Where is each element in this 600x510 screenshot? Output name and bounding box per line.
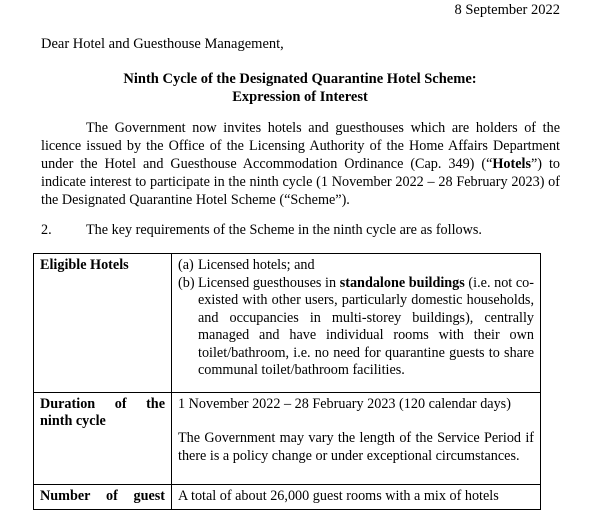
- item-a-text: Licensed hotels; and: [198, 257, 315, 273]
- duration-label-line-2: ninth cycle: [40, 413, 106, 429]
- table-row: [34, 254, 541, 393]
- item-b-marker: (b): [178, 274, 195, 291]
- table-row: [34, 485, 541, 510]
- subject-heading: [0, 70, 600, 106]
- item-b-text-b: (i.e. not co-existed with other users, particularly domestic households, and occupancies in multi-storey buildings), centrally managed and have individual rooms with their own toilet/bathroom, i.e. no need for quarantine guests to share communal toilet/bathroom facilities.: [198, 274, 534, 378]
- letter-date: 8 September 2022: [454, 2, 560, 18]
- paragraph-1-text-b: ”) to indicate interest to participate in the ninth cycle (1 November 2022 – 28 February 2023) of the Designated Quarantine Hotel Scheme (“Scheme”).: [41, 156, 561, 208]
- duration-label-w2: of: [114, 395, 127, 412]
- number-text: A total of about 26,000 guest rooms with a mix of hotels: [178, 488, 499, 504]
- requirements-table: [33, 253, 541, 510]
- number-label-w3: guest: [133, 488, 165, 504]
- item-a-marker: (a): [178, 257, 194, 273]
- table-row: [34, 392, 541, 485]
- item-b-text-a: Licensed guesthouses in: [198, 274, 340, 291]
- subject-line-1: Ninth Cycle of the Designated Quarantine Hotel Scheme:: [123, 71, 477, 87]
- paragraph-1-text-a: The Government now invites hotels and guesthouses which are holders of the licence issued by the Office of the Licensing Authority of the Home Affairs Department under the Hotel and Guesthouse Accommodation Ordinance (Cap. 349) (“: [41, 120, 560, 172]
- number-label: [34, 485, 172, 510]
- eligible-hotels-label: Eligible Hotels: [34, 254, 172, 393]
- number-content: [172, 485, 541, 510]
- duration-label: [34, 392, 172, 485]
- subject-line-2: Expression of Interest: [232, 89, 368, 105]
- item-b-text: [198, 275, 534, 380]
- list-item: [178, 275, 534, 380]
- paragraph-2: [41, 221, 560, 239]
- list-item: [178, 257, 534, 275]
- eligible-hotels-content: [172, 254, 541, 393]
- paragraph-2-number: 2.: [41, 222, 52, 238]
- duration-period: 1 November 2022 – 28 February 2023 (120 calendar days): [178, 395, 511, 412]
- duration-content: [172, 392, 541, 485]
- duration-note: The Government may vary the length of the Service Period if there is a policy change or under exceptional circumstances.: [178, 430, 534, 464]
- duration-label-w3: the: [146, 395, 165, 412]
- paragraph-2-text: The key requirements of the Scheme in the ninth cycle are as follows.: [86, 222, 482, 238]
- hotels-term: Hotels: [492, 156, 531, 172]
- standalone-buildings-term: standalone buildings: [339, 274, 465, 291]
- duration-label-w1: Duration: [40, 395, 96, 412]
- number-label-w2: of: [106, 488, 118, 504]
- salutation: Dear Hotel and Guesthouse Management,: [41, 36, 284, 52]
- paragraph-1: [41, 119, 560, 209]
- number-label-w1: Number: [40, 488, 91, 504]
